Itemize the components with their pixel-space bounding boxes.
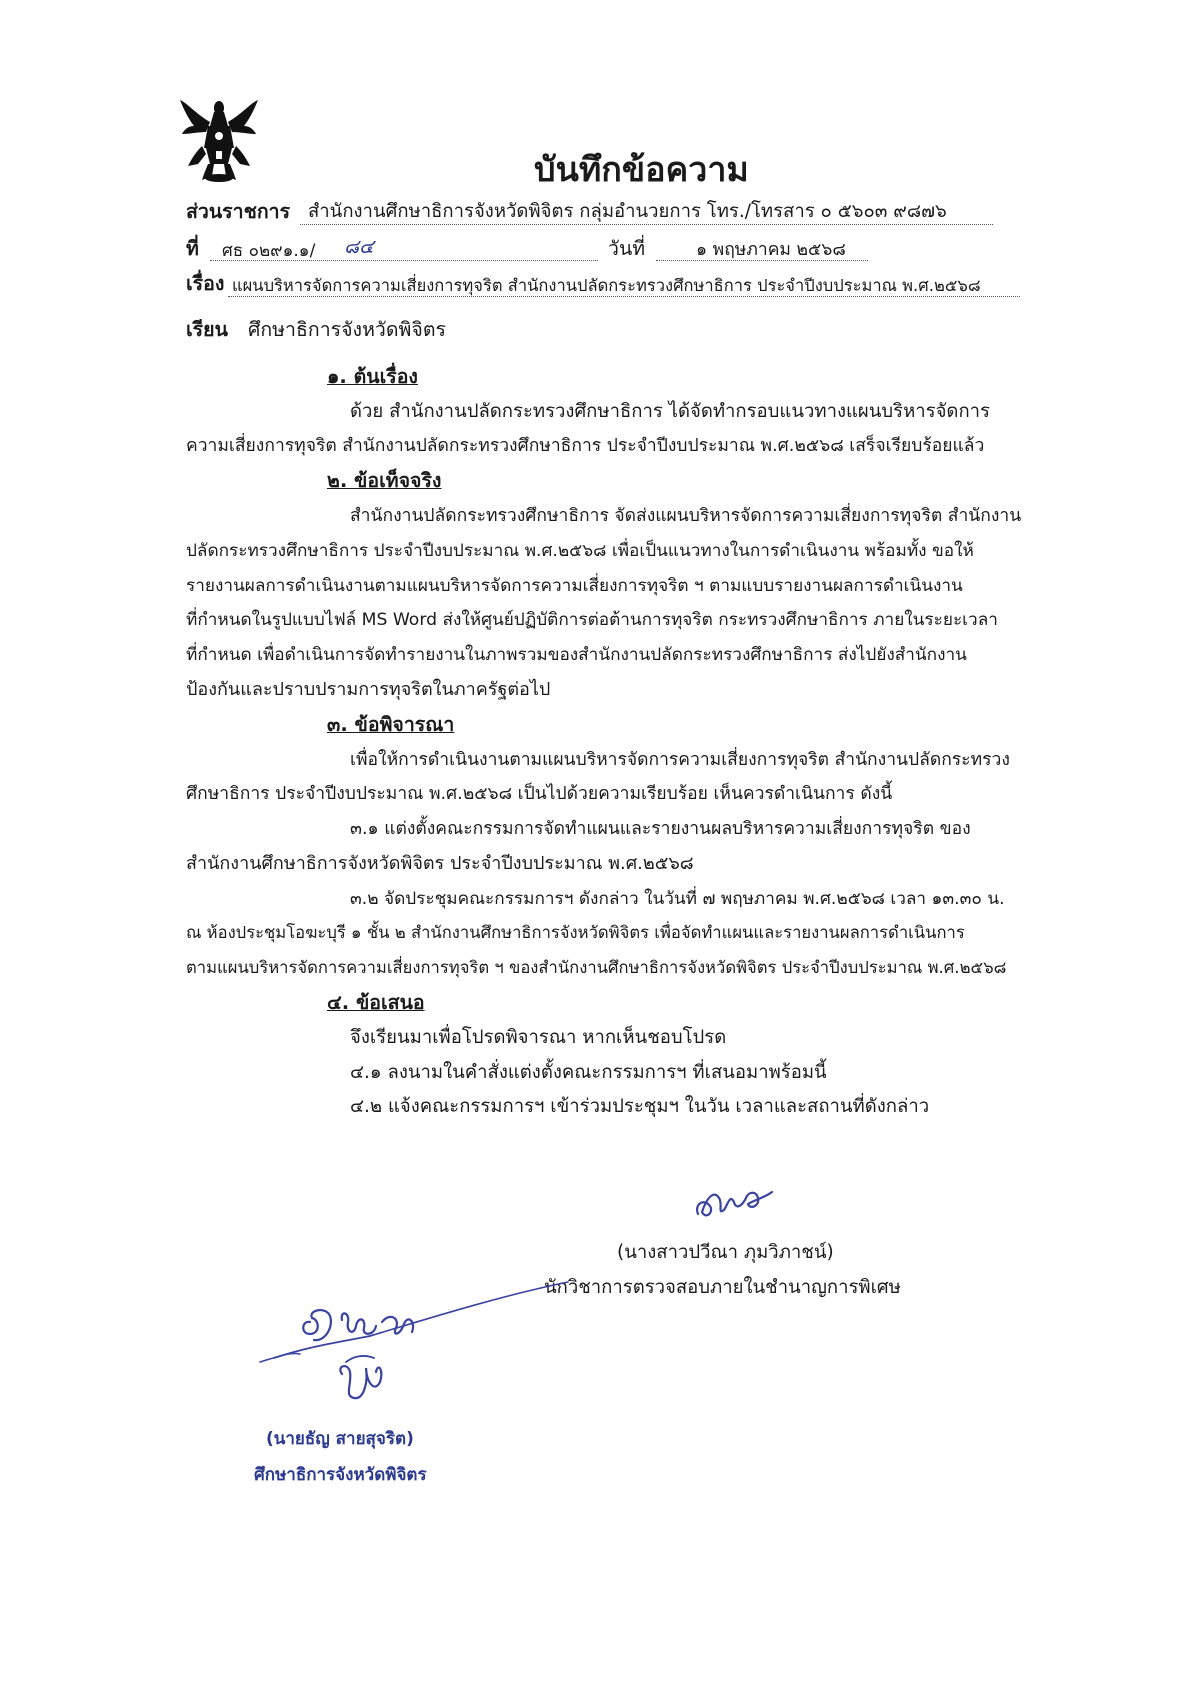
section-4-heading: ๔. ข้อเสนอ	[327, 991, 425, 1014]
section-2-line: ปลัดกระทรวงศึกษาธิการ ประจำปีงบประมาณ พ.ศ.๒๕๖๘ เพื่อเป็นแนวทางในการดำเนินงาน พร้อมทั้ง ขอให้	[186, 541, 974, 561]
section-3-line: เพื่อให้การดำเนินงานตามแผนบริหารจัดการความเสี่ยงการทุจริต สำนักงานปลัดกระทรวง	[350, 750, 1010, 770]
agency-value: สำนักงานศึกษาธิการจังหวัดพิจิตร กลุ่มอำนวยการ โทร./โทรสาร ๐ ๕๖๐๓ ๙๘๗๖	[308, 201, 947, 222]
section-2-line: ป้องกันและปราบปรามการทุจริตในภาครัฐต่อไป	[186, 679, 551, 700]
section-3-line: ศึกษาธิการ ประจำปีงบประมาณ พ.ศ.๒๕๖๘ เป็นไปด้วยความเรียบร้อย เห็นควรดำเนินการ ดังนี้	[186, 784, 893, 804]
approval-handwriting	[250, 1262, 580, 1422]
subject-label: เรื่อง	[186, 272, 225, 295]
section-3-line: ณ ห้องประชุมโอฆะบุรี ๑ ชั้น ๒ สำนักงานศึกษาธิการจังหวัดพิจิตร เพื่อจัดทำแผนและรายงานผลการดำเนินการ	[186, 923, 965, 942]
date-value: ๑ พฤษภาคม ๒๕๖๘	[696, 240, 846, 260]
section-2-heading: ๒. ข้อเท็จจริง	[327, 469, 442, 492]
section-3-line: ๓.๑ แต่งตั้งคณะกรรมการจัดทำแผนและรายงานผลบริหารความเสี่ยงการทุจริต ของ	[350, 819, 971, 839]
ref-dotted-line	[210, 260, 598, 261]
date-dotted-line	[656, 260, 868, 261]
subject-dotted-line	[228, 296, 1020, 297]
ref-label: ที่	[186, 237, 199, 260]
approver-position: ศึกษาธิการจังหวัดพิจิตร	[254, 1465, 427, 1485]
section-1-line: ด้วย สำนักงานปลัดกระทรวงศึกษาธิการ ได้จัดทำกรอบแนวทางแผนบริหารจัดการ	[350, 401, 990, 422]
section-1-line: ความเสี่ยงการทุจริต สำนักงานปลัดกระทรวงศึกษาธิการ ประจำปีงบประมาณ พ.ศ.๒๕๖๘ เสร็จเรียบร้อยแล้ว	[186, 436, 985, 456]
section-2-line: สำนักงานปลัดกระทรวงศึกษาธิการ จัดส่งแผนบริหารจัดการความเสี่ยงการทุจริต สำนักงาน	[350, 506, 1022, 526]
signer-signature	[690, 1180, 780, 1224]
to-label: เรียน	[186, 318, 228, 341]
section-3-line: สำนักงานศึกษาธิการจังหวัดพิจิตร ประจำปีงบประมาณ พ.ศ.๒๕๖๘	[186, 853, 694, 874]
garuda-emblem-icon	[178, 96, 260, 186]
section-3-line: ตามแผนบริหารจัดการความเสี่ยงการทุจริต ฯ ของสำนักงานศึกษาธิการจังหวัดพิจิตร ประจำปีงบประมาณ พ.ศ.๒๕๖๘	[186, 958, 1007, 977]
ref-value: ศธ ๐๒๙๑.๑/	[222, 241, 316, 261]
to-value: ศึกษาธิการจังหวัดพิจิตร	[248, 318, 446, 341]
signer-name: (นางสาวปวีณา ภุมวิภาชน์)	[617, 1242, 834, 1263]
agency-dotted-line	[300, 224, 993, 225]
agency-label: ส่วนราชการ	[186, 200, 291, 223]
section-2-line: รายงานผลการดำเนินงานตามแผนบริหารจัดการความเสี่ยงการทุจริต ฯ ตามแบบรายงานผลการดำเนินงาน	[186, 576, 963, 596]
page-title: บันทึกข้อความ	[534, 150, 749, 190]
subject-value: แผนบริหารจัดการความเสี่ยงการทุจริต สำนักงานปลัดกระทรวงศึกษาธิการ ประจำปีงบประมาณ พ.ศ.๒๕๖๘	[232, 276, 981, 295]
section-4-line: จึงเรียนมาเพื่อโปรดพิจารณา หากเห็นชอบโปรด	[350, 1027, 727, 1048]
ref-number-handwritten: ๘๔	[344, 235, 374, 258]
date-label: วันที่	[608, 237, 646, 260]
section-1-heading: ๑. ต้นเรื่อง	[327, 365, 418, 388]
section-2-line: ที่กำหนดในรูปแบบไฟล์ MS Word ส่งให้ศูนย์ปฏิบัติการต่อต้านการทุจริต กระทรวงศึกษาธิการ ภายในระยะเวลา	[186, 610, 998, 630]
section-4-line: ๔.๒ แจ้งคณะกรรมการฯ เข้าร่วมประชุมฯ ในวัน เวลาและสถานที่ดังกล่าว	[350, 1096, 930, 1117]
section-2-line: ที่กำหนด เพื่อดำเนินการจัดทำรายงานในภาพรวมของสำนักงานปลัดกระทรวงศึกษาธิการ ส่งไปยังสำนักงาน	[186, 645, 967, 665]
section-3-heading: ๓. ข้อพิจารณา	[327, 713, 455, 736]
section-3-line: ๓.๒ จัดประชุมคณะกรรมการฯ ดังกล่าว ในวันที่ ๗ พฤษภาคม พ.ศ.๒๕๖๘ เวลา ๑๓.๓๐ น.	[350, 889, 1005, 909]
signer-position: นักวิชาการตรวจสอบภายในชำนาญการพิเศษ	[544, 1277, 901, 1298]
section-4-line: ๔.๑ ลงนามในคำสั่งแต่งตั้งคณะกรรมการฯ ที่เสนอมาพร้อมนี้	[350, 1062, 827, 1083]
approver-name: (นายธัญ สายสุจริต)	[266, 1429, 414, 1449]
